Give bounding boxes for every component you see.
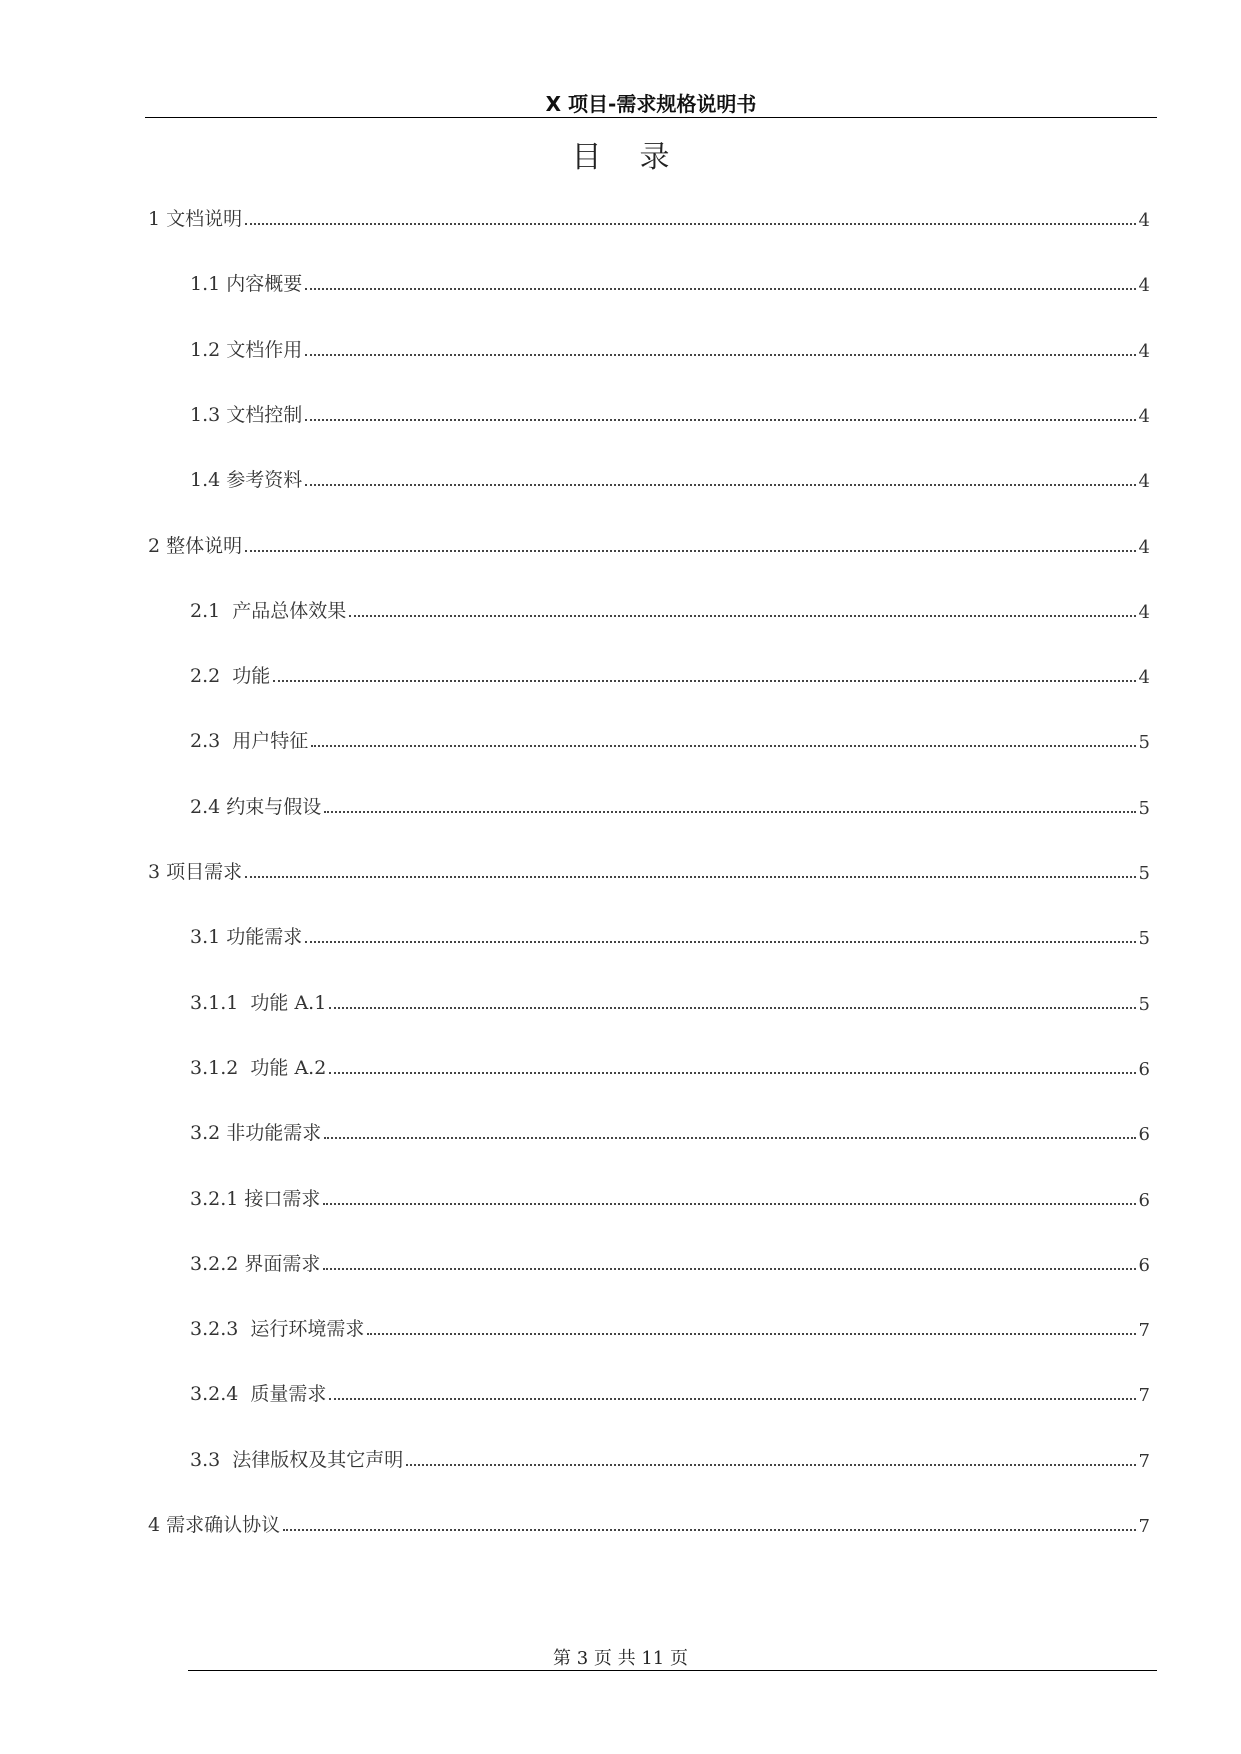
toc-dot-leader xyxy=(305,484,1135,486)
toc-entry[interactable] xyxy=(190,268,1150,296)
toc-entry-title: 1.1 内容概要 xyxy=(190,273,303,296)
toc-dot-leader xyxy=(323,1268,1135,1270)
toc-dot-leader xyxy=(245,550,1135,552)
toc-entry[interactable] xyxy=(190,791,1150,819)
toc-entry-page: 4 xyxy=(1138,471,1150,493)
page-number-footer: 第 3 页 共 11 页 xyxy=(553,1648,688,1669)
toc-dot-leader xyxy=(305,354,1135,356)
footer-divider xyxy=(188,1670,1157,1671)
toc-dot-leader xyxy=(323,1203,1135,1205)
toc-entry-page: 4 xyxy=(1138,340,1150,362)
toc-entry-page: 6 xyxy=(1138,1124,1150,1146)
toc-entry-page: 6 xyxy=(1138,1058,1150,1080)
toc-entry-title: 3.2.3 运行环境需求 xyxy=(190,1318,365,1341)
toc-entry-title: 3.2.2 界面需求 xyxy=(190,1252,321,1275)
toc-entry-title: 2.2 功能 xyxy=(190,665,271,688)
toc-entry-page: 7 xyxy=(1138,1450,1150,1472)
toc-entry[interactable] xyxy=(148,203,1150,231)
toc-entry-title: 3.1 功能需求 xyxy=(190,926,303,949)
toc-entry[interactable] xyxy=(190,595,1150,623)
toc-dot-leader xyxy=(324,811,1135,813)
toc-entry-title: 4 需求确认协议 xyxy=(148,1514,281,1536)
toc-entry-title: 3.3 法律版权及其它声明 xyxy=(190,1448,404,1471)
toc-entry[interactable] xyxy=(190,1444,1150,1472)
toc-dot-leader xyxy=(329,1398,1135,1400)
toc-entry[interactable] xyxy=(190,464,1150,492)
toc-entry-page: 5 xyxy=(1138,797,1150,819)
toc-entry-title: 3.2 非功能需求 xyxy=(190,1122,322,1145)
toc-entry-page: 7 xyxy=(1138,1385,1150,1407)
toc-entry-page: 7 xyxy=(1138,1320,1150,1342)
toc-entry-title: 3.2.4 质量需求 xyxy=(190,1383,327,1406)
toc-entry-page: 7 xyxy=(1138,1516,1150,1537)
toc-dot-leader xyxy=(245,223,1135,225)
toc-entry-page: 5 xyxy=(1138,928,1150,950)
toc-dot-leader xyxy=(349,615,1135,617)
toc-entry-page: 5 xyxy=(1138,732,1150,754)
toc-entry-page: 4 xyxy=(1138,601,1150,623)
toc-entry-page: 6 xyxy=(1138,1189,1150,1211)
toc-entry[interactable] xyxy=(190,1313,1150,1341)
toc-entry[interactable] xyxy=(190,1378,1150,1406)
toc-entry-page: 6 xyxy=(1138,1254,1150,1276)
toc-dot-leader xyxy=(329,1007,1135,1009)
toc-entry[interactable] xyxy=(190,399,1150,427)
toc-entry[interactable] xyxy=(190,334,1150,362)
toc-entry[interactable] xyxy=(190,921,1150,949)
toc-dot-leader xyxy=(311,745,1135,747)
toc-entry-page: 4 xyxy=(1138,210,1150,231)
toc-dot-leader xyxy=(245,876,1135,878)
toc-entry[interactable] xyxy=(190,660,1150,688)
toc-entry[interactable] xyxy=(148,1509,1150,1537)
toc-dot-leader xyxy=(305,288,1135,290)
toc-entry-page: 5 xyxy=(1138,863,1150,884)
toc-entry-title: 3.1.2 功能 A.2 xyxy=(190,1056,327,1079)
document-title: X 项目-需求规格说明书 xyxy=(545,92,757,116)
toc-entry-title: 1.4 参考资料 xyxy=(190,469,303,492)
toc-entry-page: 4 xyxy=(1138,275,1150,297)
toc-dot-leader xyxy=(305,941,1135,943)
toc-entry-title: 3 项目需求 xyxy=(148,861,243,883)
toc-entry[interactable] xyxy=(190,987,1150,1015)
toc-entry-page: 5 xyxy=(1138,993,1150,1015)
toc-entry-title: 1 文档说明 xyxy=(148,208,243,230)
toc-heading: 目录 xyxy=(571,140,708,175)
toc-dot-leader xyxy=(406,1464,1135,1466)
toc-dot-leader xyxy=(324,1137,1135,1139)
toc-entry[interactable] xyxy=(190,725,1150,753)
toc-dot-leader xyxy=(283,1529,1135,1531)
toc-entry-page: 4 xyxy=(1138,536,1150,558)
toc-entry-title: 1.3 文档控制 xyxy=(190,403,303,426)
toc-entry[interactable] xyxy=(190,1117,1150,1145)
toc-entry-page: 4 xyxy=(1138,405,1150,427)
toc-entry-title: 3.2.1 接口需求 xyxy=(190,1187,321,1210)
toc-dot-leader xyxy=(305,419,1135,421)
toc-entry-title: 2.4 约束与假设 xyxy=(190,795,322,818)
toc-dot-leader xyxy=(329,1072,1135,1074)
toc-entry-title: 2.3 用户特征 xyxy=(190,730,309,753)
toc-dot-leader xyxy=(367,1333,1135,1335)
toc-entry[interactable] xyxy=(190,1248,1150,1276)
toc-dot-leader xyxy=(273,680,1135,682)
toc-entry-title: 2 整体说明 xyxy=(148,534,243,557)
toc-entry[interactable] xyxy=(190,1183,1150,1211)
toc-entry-title: 1.2 文档作用 xyxy=(190,338,303,361)
toc-entry-title: 3.1.1 功能 A.1 xyxy=(190,991,327,1014)
toc-entry-title: 2.1 产品总体效果 xyxy=(190,599,347,622)
toc-entry[interactable] xyxy=(190,1052,1150,1080)
toc-entry-page: 4 xyxy=(1138,667,1150,689)
toc-entry[interactable] xyxy=(148,856,1150,884)
toc-entry[interactable] xyxy=(148,530,1150,558)
